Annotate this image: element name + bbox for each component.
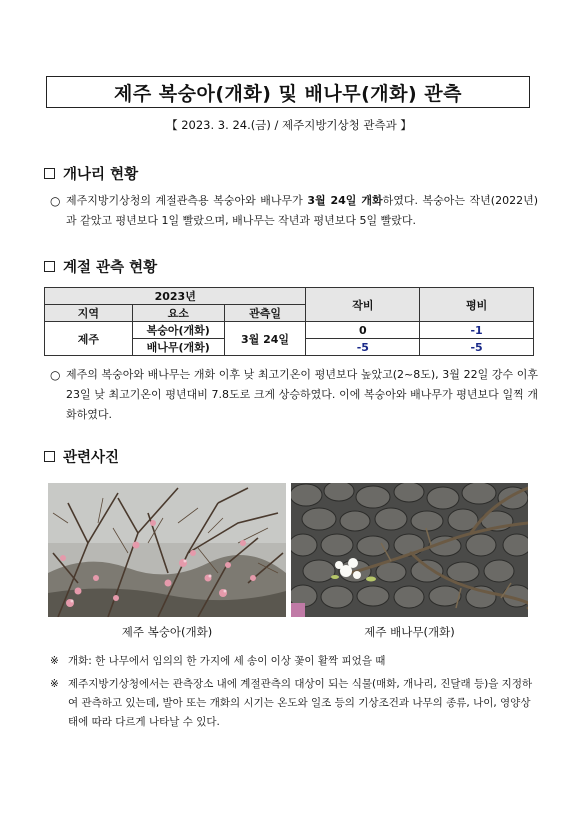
element-header: 요소 <box>132 305 224 322</box>
footnote-explanation <box>50 675 540 732</box>
peach-photo-caption: 제주 복숭아(개화) <box>121 625 213 639</box>
checkbox-square-icon <box>44 168 55 179</box>
element-cell: 복숭아(개화) <box>132 322 224 339</box>
status-text-bold: 3월 24일 개화 <box>307 194 383 207</box>
observation-text: 제주의 복숭아와 배나무는 개화 이후 낮 최고기온이 평년보다 높았고(2~8도), 3월 22일 강수 이후 23일 낮 최고기온이 평년대비 7.8도로 크게 상승하였다. 이에 복숭아와 배나무가 평년보다 일찍 개화하였다. <box>66 368 538 421</box>
checkbox-square-icon <box>44 261 55 272</box>
table-row <box>45 322 534 339</box>
reference-mark-icon: ※ <box>50 655 59 667</box>
pear-photo-caption: 제주 배나무(개화) <box>364 625 455 639</box>
section-heading-observation <box>44 256 157 277</box>
footnote-definition <box>50 652 540 671</box>
circle-bullet-icon: ○ <box>50 368 61 382</box>
vs-last-cell: 0 <box>306 322 420 339</box>
observation-table <box>44 287 534 356</box>
section-heading-text: 개나리 현황 <box>63 167 139 183</box>
peach-blossom-photo <box>48 483 286 617</box>
circle-bullet-icon: ○ <box>50 194 61 208</box>
status-text-part-b: 하였다. 복숭아는 작년(2022년)과 같았고 평년보다 1일 빨랐으며, 배나무는 작년과 평년보다 5일 빨랐다. <box>66 194 539 227</box>
peach-blossom-image <box>48 483 286 617</box>
status-text <box>66 191 538 231</box>
region-cell: 제주 <box>45 322 133 356</box>
vs-normal-cell: -5 <box>420 339 534 356</box>
title-text: 제주 복숭아(개화) 및 배나무(개화) 관측 <box>113 82 462 105</box>
date-header: 관측일 <box>224 305 306 322</box>
status-paragraph <box>50 191 538 231</box>
vs-normal-cell: -1 <box>420 322 534 339</box>
section-heading-status <box>44 163 138 184</box>
document-title <box>46 76 530 108</box>
section-heading-photos <box>44 446 119 467</box>
vs-normal-header: 평비 <box>420 288 534 322</box>
pear-blossom-image <box>291 483 528 617</box>
document-subtitle: 【 2023. 3. 24.(금) / 제주지방기상청 관측과 】 <box>166 118 412 132</box>
section-heading-text: 관련사진 <box>63 450 120 466</box>
reference-mark-icon: ※ <box>50 678 59 690</box>
vs-last-cell: -5 <box>306 339 420 356</box>
element-cell: 배나무(개화) <box>132 339 224 356</box>
vs-last-year-header: 작비 <box>306 288 420 322</box>
footnote-text: 제주지방기상청에서는 관측장소 내에 계절관측의 대상이 되는 식물(매화, 개나리, 진달래 등)을 지정하여 관측하고 있는데, 발아 또는 개화의 시기는 온도와 일조 등의 기상조건과 나무의 종류, 나이, 영양상태에 따라 다르게 나타날 수 있다. <box>68 678 533 728</box>
date-cell: 3월 24일 <box>224 322 306 356</box>
observation-paragraph <box>50 365 538 425</box>
year-header: 2023년 <box>45 288 306 305</box>
checkbox-square-icon <box>44 451 55 462</box>
pear-blossom-photo <box>291 483 528 617</box>
section-heading-text: 계절 관측 현황 <box>63 260 158 276</box>
status-text-part-a: 제주지방기상청의 계절관측용 복숭아와 배나무가 <box>66 194 308 207</box>
table-header-row <box>45 288 534 305</box>
region-header: 지역 <box>45 305 133 322</box>
footnote-text: 개화: 한 나무에서 임의의 한 가지에 세 송이 이상 꽃이 활짝 피었을 때 <box>68 655 386 667</box>
